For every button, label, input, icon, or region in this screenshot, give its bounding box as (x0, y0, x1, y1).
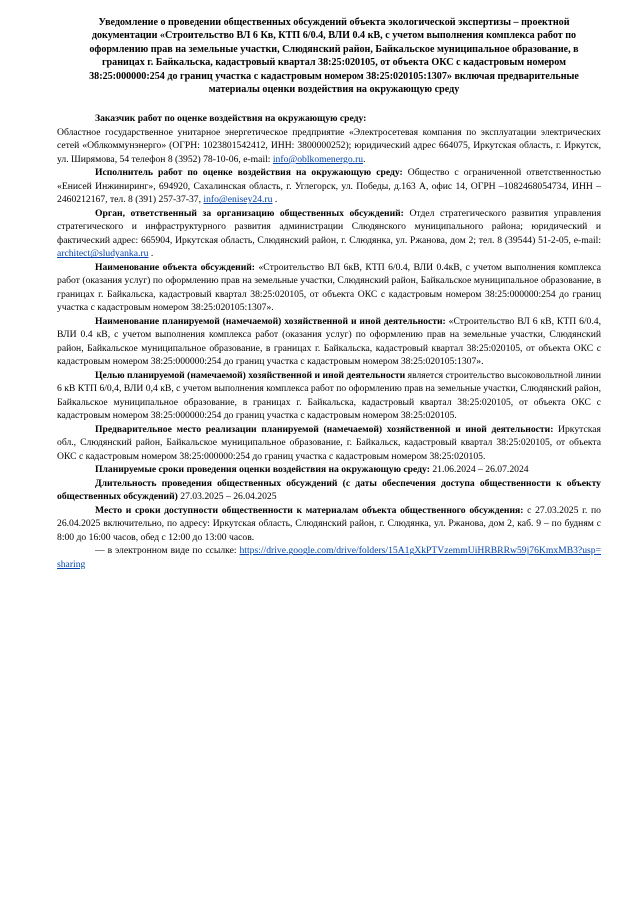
organ-paragraph (57, 207, 601, 261)
organ-end: . (148, 248, 154, 260)
object-text: «Строительство ВЛ 6кВ, КТП 6/0.4, ВЛИ 0.4кВ, с учетом выполнения комплекса работ (оказания услуг) по оформлению прав на земельные участки, Слюдянский район, Байкальское муниципальное образование, в границах г. Байкальска, кадастровый квартал 38:25:020105, от объекта ОКС с кадастровым номером 38:25:000000:254 до границ участка с кадастровым номером 38:25:020105:1307». (57, 261, 601, 314)
customer-email-link[interactable]: info@oblkomenergo.ru (272, 153, 364, 165)
customer-heading: Заказчик работ по оценке воздействия на окружающую среду: (95, 113, 367, 125)
notice-body (57, 112, 601, 571)
customer-end: . (363, 153, 366, 165)
ovos-dates-paragraph (57, 463, 601, 477)
access-text: с 27.03.2025 г. по 26.04.2025 включительно, по адресу: Иркутская область, Слюдянский район, г. Слюдянка, ул. Ржанова, дом 2, каб. 9 – по будням с 8:00 до 16:00 часов, обед с 12:00 до 13:00 часов. (57, 504, 601, 543)
contractor-heading: Исполнитель работ по оценке воздействия на окружающую среду: (95, 167, 403, 179)
online-text: — в электронном виде по ссылке: (95, 545, 240, 557)
access-paragraph (57, 504, 601, 545)
ovos-dates-heading: Планируемые сроки проведения оценки воздействия на окружающую среду: (95, 464, 430, 476)
activity-text: «Строительство ВЛ 6 кВ, КТП 6/0.4, ВЛИ 0.4 кВ, с учетом выполнения комплекса работ (оказания услуг) по оформлению прав на земельные участки, Слюдянский район, Байкальское муниципальное образование, в границах г. Байкальска, кадастровый квартал 38:25:020105, от объекта ОКС с кадастровым номером 38:25:000000:254 до границ участка с кадастровым номером 38:25:020105:1307». (57, 315, 601, 368)
drive-folder-link[interactable]: https://drive.google.com/drive/folders/15A1gXkPTVzemmUiHRBRRw59j76KmxMB3?usp=sharing (57, 545, 601, 570)
access-heading: Место и сроки доступности общественности к материалам объекта общественного обсуждения: (95, 504, 524, 516)
contractor-paragraph (57, 166, 601, 207)
location-heading: Предварительное место реализации планируемой (намечаемой) хозяйственной и иной деятельности: (95, 423, 554, 435)
goal-heading: Целью планируемой (намечаемой) хозяйственной и иной деятельности (95, 369, 406, 381)
contractor-end: . (272, 194, 278, 206)
organ-email-link[interactable]: architect@sludyanka.ru (57, 248, 149, 260)
notice-title: Уведомление о проведении общественных обсуждений объекта экологической экспертизы – проектной документации «Строительство ВЛ 6 Кв, КТП 6/0.4, ВЛИ 0.4 кВ, с учетом выполнения комплекса работ по оформлению прав на земельные участки, Слюдянский район, Байкальское муниципальное образование, в границах г. Байкальска, кадастровый квартал 38:25:020105, от объекта ОКС с кадастровым номером 38:25:000000:254 до границ участка с кадастровым номером 38:25:020105:1307» включая предварительные материалы оценки воздействия на окружающую среду (89, 17, 579, 96)
goal-paragraph (57, 369, 601, 423)
contractor-text: Общество с ограниченной ответственностью «Енисей Инжиниринг», 694920, Сахалинская область, г. Углегорск, ул. Победы, д.163 А, офис 14, ОГРН –1082468054734, ИНН – 2460212167, тел. 8 (391) 257-37-37, (57, 167, 601, 206)
contractor-email-link[interactable]: info@enisey24.ru (203, 194, 273, 206)
customer-text: Областное государственное унитарное энергетическое предприятие «Электросетевая компания по эксплуатации электрических сетей «Облкоммунэнерго» (ОГРН: 1023801542412, ИНН: 3800000252); юридический адрес 664075, Иркутская область, г. Иркутск, ул. Ширямова, 54 телефон 8 (3952) 78-10-06, e-mail: (57, 126, 601, 165)
customer-paragraph (57, 112, 601, 166)
object-heading: Наименование объекта обсуждений: (95, 261, 255, 273)
location-text: Иркутская обл., Слюдянский район, Байкальское муниципальное образование, г. Байкальск, кадастровый квартал 38:25:020105, от объекта ОКС с кадастровым номером 38:25:000000:254 до границ участка с кадастровым номером 38:25:020105. (57, 423, 601, 462)
organ-text: Отдел стратегического развития управления стратегического и инфраструктурного развития администрации Слюдянского муниципального района; юридический и фактический адрес: 665904, Иркутская область, Слюдянский район, г. Слюдянка, ул. Ржанова, дом 2; тел. 8 (39544) 51-2-05, e-mail: (57, 207, 601, 246)
duration-heading: Длительность проведения общественных обсуждений (с даты обеспечения доступа общественности к объекту общественных обсуждений) (57, 477, 601, 503)
online-paragraph (57, 544, 601, 571)
object-paragraph (57, 261, 601, 315)
duration-text: 27.03.2025 – 26.04.2025 (177, 491, 277, 503)
activity-paragraph (57, 315, 601, 369)
activity-heading: Наименование планируемой (намечаемой) хозяйственной и иной деятельности: (95, 315, 446, 327)
goal-text: является строительство высоковольтной линии 6 кВ КТП 6/0,4, ВЛИ 0,4 кВ, с учетом выполнения комплекса работ по оформлению прав на земельные участки, Слюдянский район, Байкальское муниципальное образование, в границах г. Байкальска, кадастровый квартал 38:25:020105, от объекта ОКС с кадастровым номером 38:25:000000:254 до границ участка с кадастровым номером 38:25:020105. (57, 369, 602, 422)
location-paragraph (57, 423, 601, 464)
ovos-dates-text: 21.06.2024 – 26.07.2024 (429, 464, 529, 476)
duration-paragraph (57, 477, 601, 504)
organ-heading: Орган, ответственный за организацию общественных обсуждений: (95, 207, 404, 219)
